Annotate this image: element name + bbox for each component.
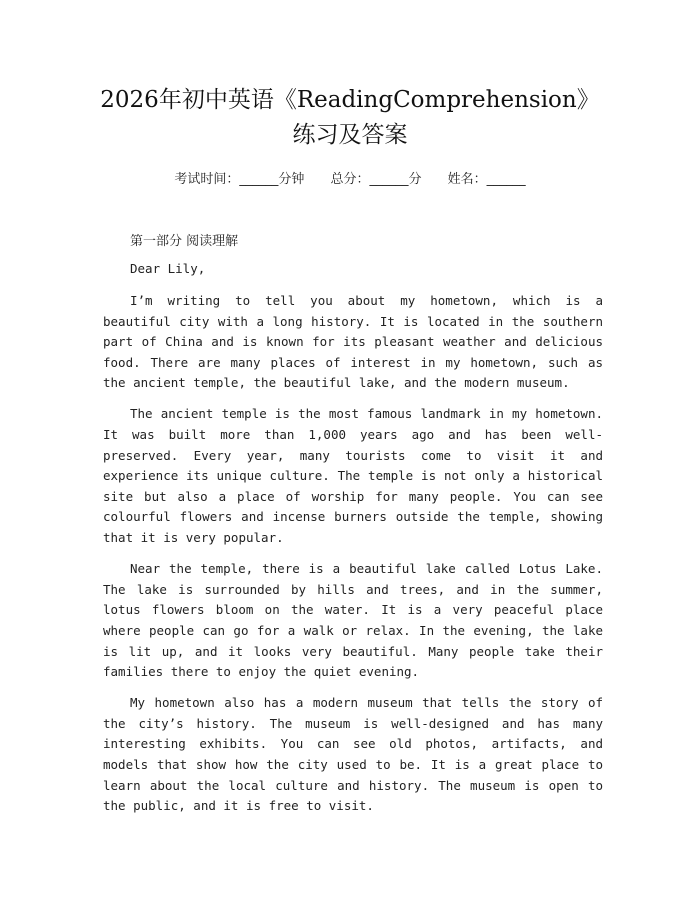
letter-salutation: Dear Lily, xyxy=(130,261,206,276)
document-title-line2: 练习及答案 xyxy=(292,122,408,148)
paragraph-3: Near the temple, there is a beautiful lake called Lotus Lake. The lake is surrounded by hills and trees, and in the summer, lotus flowers bloom on the water. It is a very peaceful place where people can go for a walk or relax. In the evening, the lake is lit up, and it looks very beautiful. Many people take their families there to enjoy the quiet evening. xyxy=(103,561,603,680)
section-heading: 第一部分 阅读理解 xyxy=(130,234,239,249)
total-score-field: 总分：______分 xyxy=(330,172,422,187)
paragraph-1: I’m writing to tell you about my hometown, which is a beautiful city with a long history. It is located in the southern part of China and is known for its pleasant weather and delicious food. There are many places of interest in my hometown, such as the ancient temple, the beautiful lake, and the modern museum. xyxy=(103,293,603,391)
paragraph-2: The ancient temple is the most famous landmark in my hometown. It was built more than 1,000 years ago and has been well-preserved. Every year, many tourists come to visit it and experience its unique culture. The temple is not only a historical site but also a place of worship for many people. You can see colourful flowers and incense burners outside the temple, showing that it is very popular. xyxy=(103,406,603,546)
exam-time-field: 考试时间：______分钟 xyxy=(174,172,305,187)
paragraph-4: My hometown also has a modern museum that tells the story of the city’s history. The museum is well-designed and has many interesting exhibits. You can see old photos, artifacts, and models that show how the city used to be. It is a great place to learn about the local culture and history. The museum is open to the public, and it is free to visit. xyxy=(103,695,603,814)
letter-body xyxy=(103,291,603,827)
document-title-line1: 2026年初中英语《ReadingComprehension》 xyxy=(100,87,600,113)
exam-meta-row xyxy=(0,168,700,187)
student-name-field: 姓名：______ xyxy=(447,172,526,187)
